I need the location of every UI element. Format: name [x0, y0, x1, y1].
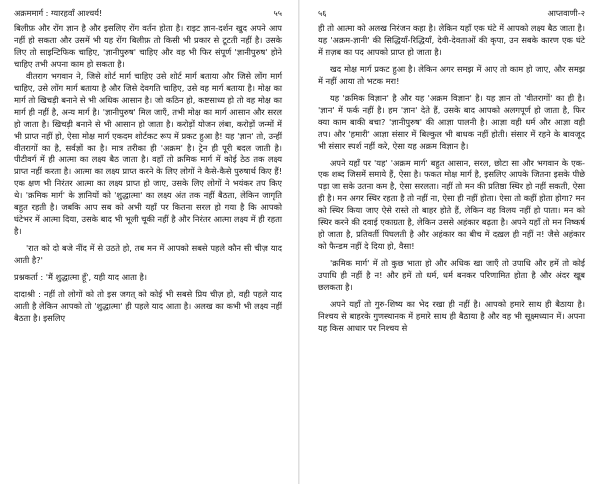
left-page-header [14, 8, 282, 18]
right-paragraph-2: खद मोक्ष मार्ग प्रकट हुआ है। लेकिन अगर समझ में आए तो काम हो जाए, और समझ में नहीं आया तो भटक मरा! [318, 63, 585, 86]
questioner-line: प्रश्नकर्ता : 'मैं शुद्धात्मा हूँ', यही याद आता है। [14, 272, 148, 283]
right-header-title: आप्तवाणी-२ [547, 8, 585, 18]
right-paragraph-1: ही तो आत्मा को अलख निरंजन कहा है। लेकिन यहाँ एक घंटे में आपको लक्ष्य बैठ जाता है। यह 'अक्रम-ज्ञानी' की सिद्धियाँ-रिद्धियाँ, देवी-देवताओं की कृपा, उन सबके कारण एक घंटे में ग़ज़ब का पद आपको प्राप्त हो जाता है। [318, 23, 585, 57]
right-page [306, 0, 599, 484]
question-quote: 'रात को दो बजे नींद में से उठते हो, तब मन में आपको सबसे पहले कौन सी चीज़ याद आती है?' [14, 243, 282, 266]
right-page-number: ५६ [318, 8, 327, 18]
left-paragraph-1: बिलीफ़ और रोंग ज्ञान है और इसलिए रोंग वर्तन होता है। राइट ज्ञान-दर्शन खुद अपने आप नहीं हो सकता और उसमें भी यह रोंग बिलीफ़ तो किसी भी प्रकार से टूटती नहीं है। उसके लिए तो साइन्टिफिक चाहिए, 'ज्ञानीपुरुष' चाहिए और वह भी फिर संपूर्ण 'ज्ञानीपुरुष' होने चाहिए तभी अपना काम हो सकता है। [14, 23, 282, 69]
right-page-header [318, 8, 585, 18]
dadashri-line: दादाश्री : नहीं तो लोगों को तो इस जगत् को कोई भी सबसे प्रिय चीज़ हो, वही पहले याद आती है लेकिन आपको तो 'शुद्धात्मा' ही पहले याद आता है। अलख का कभी भी लक्ष्य नहीं बैठता है। इसलिए [14, 289, 282, 323]
left-page [0, 0, 292, 484]
right-paragraph-6: अपने यहाँ तो गुरु-शिष्य का भेद रखा ही नहीं है। आपको हमारे साथ ही बैठाया है। निश्चय से बाहरके गुणस्थानक में हमारे साथ ही बैठाया है और वह भी सूक्ष्मध्यान में। अपना यह किस आधार पर निश्चय से [318, 299, 585, 333]
right-paragraph-5: 'क्रमिक मार्ग' में तो कुछ भाता हो और अधिक खा जाएँ तो उपाधि और हमें तो कोई उपाधि ही नहीं है न! और हमें तो धर्म, धर्म बनकर परिणामित होता है और अंदर खूब छलकता है। [318, 258, 585, 293]
right-paragraph-3: यह 'क्रमिक विज्ञान' है और यह 'अक्रम विज्ञान' है। यह ज्ञान तो 'वीतरागों' का ही है। 'ज्ञान' में फर्क नहीं है। हम 'ज्ञान' देते हैं, उसके बाद आपको अलगपूर्ण हो जाता है, फिर क्या काम बाकी बचा? 'ज्ञानीपुरुष' की आज्ञा पालनी है। आज्ञा वही धर्म और आज्ञा वही तप। और 'हमारी' आज्ञा संसार में बिल्कुल भी बाधक नहीं होती। संसार में रहने के बावजूद भी संसार स्पर्श नहीं करे, ऐसा यह अक्रम विज्ञान है। [318, 92, 585, 151]
left-paragraph-2: वीतराग भगवान ने, जिसे शोर्ट मार्ग चाहिए उसे शोर्ट मार्ग बताया और जिसे लोंग मार्ग चाहिए, उसे लोंग मार्ग बताया है और जिसे देवगति चाहिए, उसे वह मार्ग बताया है। मोक्ष का मार्ग तो खिचड़ी बनाने से भी अधिक आसान है। जो कठिन हो, कष्टसाध्य हो तो वह मोक्ष का मार्ग ही नहीं है, अन्य मार्ग है। 'ज्ञानीपुरुष' मिल जाएँ, तभी मोक्ष का मार्ग आसान और सरल हो जाता है। खिचड़ी बनाने से भी आसान हो जाता है। करोड़ों योजन लंबा, करोड़ों जन्मों में भी प्राप्त नहीं हो, ऐसा मोक्ष मार्ग एकदम शोर्टकट रूप में प्रकट हुआ है! यह 'ज्ञान' तो, उन्हीं वीतरागों का है, सर्वज्ञों का है। मात्र तरीका ही 'अक्रम' है। ट्रेन ही पूरी बदल जाती है। पीटीवर्ग में ही आत्मा का लक्ष्य बैठ जाता है। वहाँ तो क्रमिक मार्ग में कोई ठेठ तक लक्ष्य प्राप्त नहीं करता है। आत्मा का लक्ष्य प्राप्त करने के लिए लोगों ने कैसे-कैसे पुरुषार्थ किए हैं! एक क्षण भी निरंतर आत्मा का लक्ष्य प्राप्त हो जाए, उसके लिए लोगों ने भयंकर तप किए थे। 'क्रमिक मार्ग' के ज्ञानियों को 'शुद्धात्मा' का लक्ष्य अंत तक नहीं बैठता, लेकिन जागृति बहुत रहती है। जबकि आप सब को अभी यहाँ पर कितना सरल हो गया है कि आपको घंटेभर में आत्मा दिया, उसके बाद भी भूली चूकी नहीं है और निरंतर आत्मा लक्ष्य में ही रहता है। [14, 70, 282, 237]
right-paragraph-4: अपने यहाँ पर 'यह' 'अक्रम मार्ग' बहुत आसान, सरल, छोटा सा और भगवान के एक-एक शब्द जिसमें समाये हैं, ऐसा है। फकत मोक्ष मार्ग है, इसलिए आपके जितना इसके पीछे पड़ा जा सके उतना कम है, ऐसा सरलता। नहीं तो मन की प्रतिष्ठा स्थिर हो नहीं सकती, ऐसा ही है। मन अगर स्थिर रहता है तो नहीं ना, ऐसा ही नहीं होता। ऐसा तो कहीं होता होगा? मन को स्थिर किया जाए ऐसे रास्ते तो बाहर होते हैं, लेकिन वह विलय नहीं हो पाता। मन को स्थिर करने की दवाई एकाग्रता है, लेकिन उससे अहंकार बढ़ता है। अपने यहाँ तो मन निष्कर्ष हो जाता है, प्रतिवर्ती पिघलती है और अहंकार का बीच में दख़ल ही नहीं न! जैसे अहंकार को फैन्डम नहीं दे दिया हो, वैसा! [318, 157, 585, 252]
left-page-number: ५५ [273, 8, 282, 18]
book-gutter [298, 0, 300, 484]
left-header-title: अक्रममार्ग : ग्यारहवाँ आश्चर्य! [14, 8, 103, 18]
